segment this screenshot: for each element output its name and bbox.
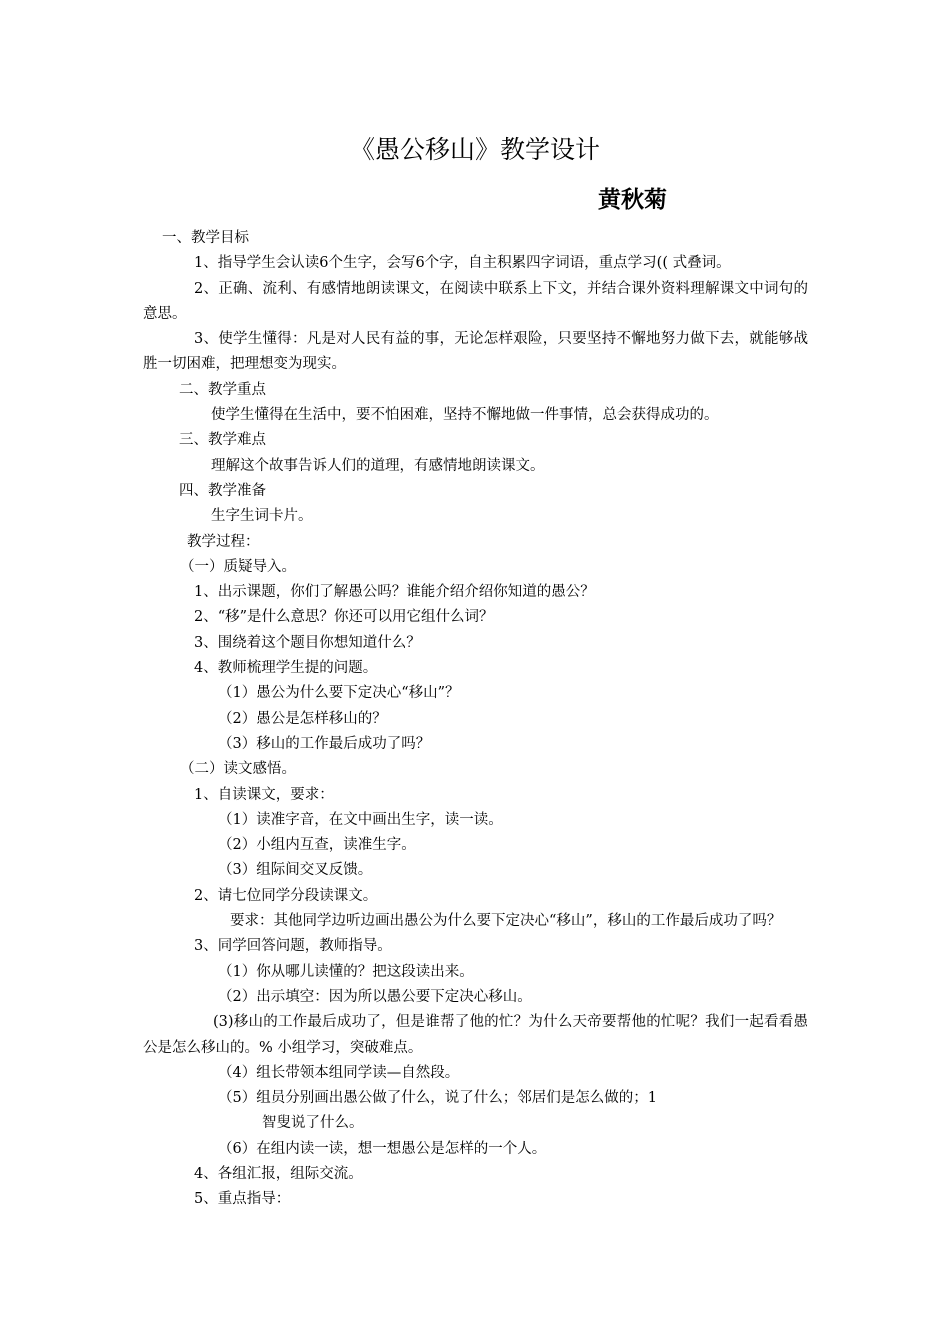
list-item: 2、请七位同学分段读课文。 xyxy=(194,887,378,904)
document-body xyxy=(0,226,950,1213)
list-item: 4、教师梳理学生提的问题。 xyxy=(194,660,378,677)
sub-list-item: （1）读准字音，在文中画出生字，读一读。 xyxy=(218,811,503,828)
author-name: 黄秋菊 xyxy=(598,187,667,213)
document-title: 《愚公移山》教学设计 xyxy=(349,135,600,164)
sub-list-item: （2）出示填空：因为所以愚公要下定决心移山。 xyxy=(218,988,532,1005)
section-heading-objectives: 一、教学目标 xyxy=(162,230,249,246)
sub-list-item-paragraph: (3)移山的工作最后成功了，但是谁帮了他的忙？为什么天帝要帮他的忙呢？我们一起看看愚公是怎么移山的。% 小组学习，突破难点。 xyxy=(143,1014,808,1056)
objective-3: 3、使学生懂得：凡是对人民有益的事，无论怎样艰险，只要坚持不懈地努力做下去，就能够战胜一切困难，把理想变为现实。 xyxy=(143,331,808,373)
list-item: 1、出示课题，你们了解愚公吗？谁能介绍介绍你知道的愚公？ xyxy=(194,584,595,601)
objective-2: 2、正确、流利、有感情地朗读课文，在阅读中联系上下文，并结合课外资料理解课文中词句的意思。 xyxy=(143,280,808,322)
list-item: 3、同学回答问题，教师指导。 xyxy=(194,938,392,955)
sub-list-item: （4）组长带领本组同学读—自然段。 xyxy=(218,1064,460,1081)
sub-list-item: （5）组员分别画出愚公做了什么，说了什么；邻居们是怎么做的；1 xyxy=(218,1090,657,1107)
section-heading-preparation: 四、教学准备 xyxy=(179,482,266,499)
sub-list-item: （2）愚公是怎样移山的？ xyxy=(218,710,387,727)
sub-list-item-continuation: 智叟说了什么。 xyxy=(262,1115,364,1132)
sub-list-item: （1）你从哪儿读懂的？把这段读出来。 xyxy=(218,963,474,980)
part-two-heading: （二）读文感悟。 xyxy=(180,761,296,778)
section-heading-key-points: 二、教学重点 xyxy=(179,381,266,398)
sub-list-item: （3）移山的工作最后成功了吗？ xyxy=(218,735,431,752)
list-item: 3、围绕着这个题目你想知道什么？ xyxy=(194,634,421,651)
sub-list-item: （2）小组内互查，读准生字。 xyxy=(218,837,416,854)
sub-list-item: （1）愚公为什么要下定决心“移山”？ xyxy=(218,685,460,702)
part-one-heading: （一）质疑导入。 xyxy=(180,558,296,575)
section-heading-difficulties: 三、教学难点 xyxy=(179,432,266,449)
difficulties-text: 理解这个故事告诉人们的道理，有感情地朗读课文。 xyxy=(211,457,545,474)
sub-list-item: （3）组际间交叉反馈。 xyxy=(218,862,373,879)
process-heading: 教学过程： xyxy=(187,533,260,550)
preparation-text: 生字生词卡片。 xyxy=(211,508,313,525)
sub-list-item: （6）在组内读一读，想一想愚公是怎样的一个人。 xyxy=(218,1140,547,1157)
list-item: 1、自读课文，要求： xyxy=(194,786,334,803)
list-item: 2、“移”是什么意思？你还可以用它组什么词？ xyxy=(194,609,494,626)
list-item: 5、重点指导： xyxy=(194,1191,291,1208)
requirement-paragraph: 要求：其他同学边听边画出愚公为什么要下定决心“移山”，移山的工作最后成功了吗？ xyxy=(230,913,782,930)
key-points-text: 使学生懂得在生活中，要不怕困难，坚持不懈地做一件事情，总会获得成功的。 xyxy=(211,407,719,424)
list-item: 4、各组汇报，组际交流。 xyxy=(194,1165,363,1182)
objective-1: 1、指导学生会认读6个生字，会写6个字，自主积累四字词语，重点学习(( 式叠词。 xyxy=(194,255,731,272)
